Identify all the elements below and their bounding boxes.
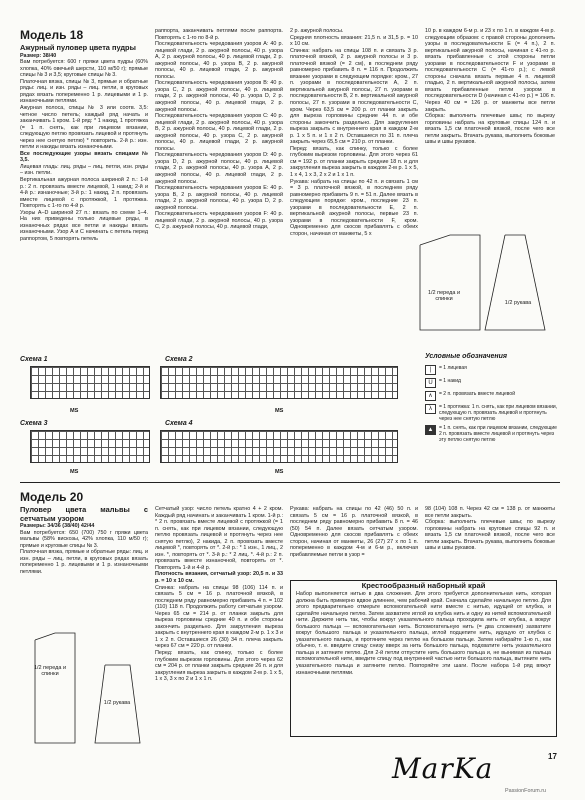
text-paragraph: Вертикальная ажурная полоса шириной 2 п.: 1-й р.: 2 п. провязать вместе лицевой, 1 накид; 2-й и 4-й р.: изнаночные; 3-й р.: 1 накид, 2 п. провязать вместе лицевой с протяжкой, 1 протяжка. Повторять с 1-го по 4-й р. — [20, 176, 148, 210]
legend-item — [425, 391, 560, 401]
text-paragraph: Последовательность чередования узоров D: 40 р. узора D, 2 р. ажурной полосы, 40 р. лицевой глади, 2 р. ажурной полосы, 40 р. узора А, 2 р. ажурной полосы, 40 р. лицевой глади, 2 р. ажурной полосы. — [155, 152, 283, 185]
text-paragraph: Перед: вязать, как спинку, только с более глубоким вырезом горловины. Для этого через 61 см = 192 р. от планки закрыть средние 18 п. и для закругления выреза закрыть в каждом 2-м р. 1 х 5, 1 х 4, 1 х 3, 2 х 2 и 1 х 1 п. — [290, 145, 418, 179]
model20-col4 — [425, 506, 555, 552]
text-paragraph: Сетчатый узор: число петель кратно 4 + 2 кром. Каждый ряд начинать и заканчивать 1 кром. 1-й р.: * 2 п. провязать вместе лицевой с протяжкой (= 1 п. снять, как при лицевом вязании, следующую петлю провязать лицевой и протянуть через нее снятую петлю), 2 накида, 2 п. провязать вместе лицевой *, повторять от *. 2-й р.: * 1 изн., 1 лиц., 2 изн. *, повторять от *. 3-й р.: * 2 лиц. *. 4-й р.: 2 п. провязать вместе изнаночной, повторять от *. Повторять 1-й и 4-й р. — [155, 506, 283, 571]
legend-item — [425, 378, 560, 388]
text-paragraph: Ажурная полоса, спицы № 3 или соотв. 3,5: четное число петель; каждый ряд начать и заканчивать 1 кром. 1-й ряд: * 1 накид, 1 протяжка (= 1 п. снять, как при лицевом вязании, следующую петлю провязать лицевой и протянуть через нее снятую петлю) * повторить. 2-й р.: изн. петли и накиды вязать изнаночными. — [20, 104, 148, 151]
text-paragraph: Платочная вязка, прямые и обратные ряды: лиц. и изн. ряды – лиц. петли, в круговых рядах вязать попеременно 1 р. лицевыми и 1 р. изнаночными петлями. — [20, 549, 148, 576]
model20-schematic — [20, 625, 150, 755]
text-paragraph: Последовательность чередования узоров F: 40 р. лицевой глади, 2 р. ажурной полосы, 40 р. узора С, 2 р. ажурной полосы, 40 р. лицевой глади, — [155, 211, 283, 231]
model18-col2 — [155, 28, 283, 231]
text-paragraph: 2 р. ажурной полосы. — [290, 28, 344, 34]
cross-cast-on-box — [290, 580, 557, 737]
scheme3-grid — [30, 430, 150, 463]
knit-symbol-icon: | — [425, 365, 436, 375]
scheme4-title: Схема 4 — [165, 420, 193, 427]
scheme4-ms: MS — [275, 469, 284, 475]
text-paragraph: Сборка: выполнить плечевые швы; по вырезу горловины набрать на круговые спицы 124 п. и вязать 1,5 см платочной вязкой, после чего все петли закрыть. Втачать рукава, выполнить боковые швы и швы рукавов. — [425, 113, 555, 146]
model18-schematic — [410, 225, 560, 345]
text-paragraph: 98 (104) 108 п. Через 42 см = 138 р. от манжеты все петли закрыть. — [425, 506, 555, 519]
sleeve-outline — [485, 235, 545, 330]
text-paragraph: Платочная вязка, спицы № 3, прямые и обратные ряды: лиц. и изн. ряды – лиц. петли, в круговых рядах вязать попеременно 1 р. лицевыми и 1 р. изнаночными петлями. — [20, 78, 148, 105]
k2tog-symbol-icon: ∧ — [425, 391, 436, 401]
legend-text: = 1 лицевая — [439, 365, 467, 371]
text-paragraph: Плотность вязания, сетчатый узор: 20,5 п. и 33 р. = 10 х 10 см. — [155, 571, 283, 585]
model20-subtitle: Пуловер цвета мальвы с сетчатым узором — [20, 505, 148, 523]
legend-text: = 2 п. провязать вместе лицевой — [439, 391, 515, 397]
text-paragraph: Размеры: 34/36 (38/40) 42/44 — [20, 523, 95, 530]
section-divider — [20, 482, 560, 483]
scheme2-title: Схема 2 — [165, 356, 193, 363]
text-paragraph: Средняя плотность вязания: 21,5 п. и 31,5 р. = 10 х 10 см. — [290, 34, 418, 48]
text-paragraph: Перед: вязать, как спинку, только с более глубоким вырезом горловины. Для этого через 62 см = 204 р. от планки закрыть средние 26 п. и для закругления выреза закрыть в каждом 2-м р. 1 х 5, 1 х 3, 3 х по 2 и 1 х 1 п. — [155, 650, 283, 683]
box-title: Крестообразный наборный край — [361, 581, 486, 590]
legend-text: = 1 протяжка: 1 п. снять, как при лицевом вязании, следующую п. провязать лицевой и протянуть через нее снятую петлю — [439, 404, 558, 422]
scheme3-ms: MS — [70, 469, 79, 475]
text-paragraph: Последовательность чередования узоров Е: 40 р. узора В, 2 р. ажурной полосы, 40 р. лицевой глади, 2 р. ажурной полосы, 40 р. узора D, 2 р. ажурной полосы. — [155, 185, 283, 211]
ssk-symbol-icon: λ — [425, 404, 436, 414]
model20-sleeve-label: 1/2 рукава — [103, 700, 131, 706]
model18-subtitle: Ажурный пуловер цвета пудры — [20, 43, 136, 52]
model18-main-label: 1/2 переда и спинки — [427, 290, 461, 303]
magazine-logo: MarKa — [392, 752, 494, 785]
body-outline — [35, 633, 75, 743]
scheme1-title: Схема 1 — [20, 356, 48, 363]
text-paragraph: Рукава: набрать на спицы по 42 п. и связать 1 см = 3 р. платочной вязкой, в последнем ряду равномерно прибавить 9 п. = 51 п. Далее вязать в следующем порядке: кром., последние 23 п. узорами в последовательности Е, 2 п. вертикальной ажурной полосы, первые 23 п. узорами в последовательности F, кром. Одновременно для скосов прибавлять с обеих сторон, начиная от манжеты, 5 х — [290, 178, 418, 237]
model18-col3 — [290, 28, 418, 238]
text-paragraph: Размер: 38/40 — [20, 52, 57, 59]
model20-col2 — [155, 506, 283, 683]
text-paragraph: Последовательность чередования узоров В: 40 р. узора С, 2 р. ажурной полосы, 40 р. лицевой глади, 2 р. ажурной полосы, 40 р. узора D, 2 р. ажурной полосы, 40 р. лицевой глади, 2 р. ажурной полосы. — [155, 80, 283, 113]
text-paragraph: Узоры А–D шириной 27 п.: вязать по схеме 1–4. На них приведены только лицевые ряды, в изнаночных рядах все петли и накиды вязать изнаночными. Узор А и С начинать с петель перед раппортом, 5 повторять петель — [20, 209, 148, 242]
legend — [425, 354, 560, 446]
model18-sleeve-label: 1/2 рукава — [504, 300, 532, 306]
model20-heading: Модель 20 — [20, 490, 84, 504]
legend-text: = 1 п. снять, как при лицевом вязании, следующие 2 п. провязать вместе лицевой и протянуть через эту петлю снятую петлю — [439, 425, 557, 443]
text-paragraph: Все последующие узоры вязать спицами № 3,5. — [20, 150, 148, 164]
text-paragraph: Лицевая гладь: лиц. ряды – лиц. петли, изн. ряды – изн. петли. — [20, 163, 148, 177]
text-paragraph: Последовательность чередования узоров А: 40 р. лицевой глади, 2 р. ажурной полосы, 40 р. узора А, 2 р. ажурной полосы, 40 р. лицевой глади, 2 р. ажурной полосы, 40 р. узора В, 2 р. ажурной полосы, 40 р. лицевой глади, 2 р. ажурной полосы. — [155, 41, 283, 80]
text-paragraph: Спинка: набрать на спицы 98 (106) 114 п. и связать 5 см = 16 р. платочной вязкой, в последнем ряду равномерно прибавить 4 п. = 102 (110) 118 п. Продолжить работу сетчатым узором. Через 65 см = 214 р. от планки закрыть для выреза горловины средние 40 п. и обе стороны закончить раздельно. Для закругления выреза закрыть с внутреннего края в каждом 2-м р. 1 х 3 и 1 х 2 п. Оставшиеся 26 (30) 34 п. плеча закрыть через 67 см = 220 р. от планки. — [155, 584, 283, 650]
box-text: Набор выполняется нитью в два сложения. Для этого требуется дополнительная нить, которая должна быть примерно вдвое длиннее, чем рабочий край. Сначала сделайте начальную петлю. Для этого предварительно отмерьте вспомогательной нити вместе с нитью, идущей от клубка, и сделайте начальную петлю. Затем захватите иглой из клубка нить и одну из нитей вспомогательной нити. Держите нить так, чтобы вокруг указательного пальца проходила нить от клубка, а вокруг большого пальца — вспомогательная нить. Вспомогательную нить (= два сложения) захватите вокруг большого пальца и указательного пальца, иглой подцепите нить, идущую от клубка с указательного пальца, и протяните через петлю на большом пальце. Затем набирайте 1-ю п., как обычно, т. е. введите спицу снизу вверх за нить большого пальца, подхватите нить указательного пальца и затяните петлю. Для 2-й петли отпустите нить большого пальца и, не вынимая из пальца вспомогательной нити, введите спицу под внутренней частью нити большого пальца, вытяните нить указательного пальца и затяните петлю. Повторяйте эти шаги. После набора 1-й ряд вяжут изнаночными петлями. — [296, 591, 551, 676]
scheme4-grid — [160, 430, 398, 463]
text-paragraph: Спинка: набрать на спицы 108 п. и связать 3 р. платочной вязкой, 2 р. ажурной полосы и 3 р. платочной вязкой (= 2 см), в последнем ряду равномерно прибавить 8 п. = 116 п. Продолжить вязание узорами в следующем порядке: кром., 27 п. узорами в последовательности А, 2 п. вертикальной ажурной полосы, 27 п. узорами в последовательности В, 2 п. вертикальной ажурной полосы, 27 п. узорами в последовательности С, кром. Через 63,5 см = 200 р. от планки закрыть для выреза горловины средние 44 п. и обе стороны закончить раздельно. Для закругления выреза закрыть с внутреннего края в каждом 2-м р. 1 х 5 п. и 1 х 2 п. Оставшиеся по 31 п. плеча закрыть через 65,5 см = 210 р. от планки. — [290, 47, 418, 146]
model20-col3 — [290, 506, 418, 558]
legend-text: = 1 накид — [439, 378, 461, 384]
text-paragraph: 10 р. в каждом 6-м р. и 23 х по 1 п. в каждом 4-м р. следующим образом: с правой стороны дополнить узоры в последовательности E (= 4 п.), 2 п. вертикальной ажурной полосы, начиная с 41-го р. вязать прибавленные с этой стороны петли узорами в последовательности F и узорами в последовательности С (= 41-го р.); с левой стороны сначала вязать первые 4 п. лицевой гладью, 2 п. вертикальной ажурной полосы, затем вязать прибавленные петли узором в последовательности D (начиная с 41-го р.) = 106 п. Через 40 см = 126 р. от манжеты все петли закрыть. — [425, 28, 555, 113]
text-paragraph: Рукава: набрать на спицы по 42 (46) 50 п. и связать 5 см = 16 р. платочной вязкой, в последнем ряду равномерно прибавить 8 п. = 46 (50) 54 п. Далее вязать сетчатым узором. Одновременно для скосов прибавлять с обеих сторон, начиная от манжеты, 26 (27) 27 х по 1 п. попеременно в каждом 4-м и 6-м р., включая прибавляемые петли в узор = — [290, 506, 418, 558]
page-number: 17 — [548, 752, 557, 761]
scheme2-ms: MS — [275, 408, 284, 414]
model20-col1 — [20, 490, 148, 576]
text-paragraph: Вам потребуется: 650 (700) 750 г пряжи цвета мальвы (58% вискозы, 42% хлопка, 110 м/50 г); прямые и круговые спицы № 3. — [20, 529, 148, 549]
legend-title: Условные обозначения — [425, 353, 508, 360]
scheme1-grid — [30, 366, 150, 399]
watermark: PassionForum.ru — [505, 788, 547, 794]
text-paragraph: Последовательность чередования узоров С: 40 р. лицевой глади, 2 р. ажурной полосы, 40 р. узора В, 2 р. ажурной полосы, 40 р. лицевой глади, 2 р. ажурной полосы, 40 р. узора С, 2 р. ажурной полосы, 40 р. лицевой глади, 2 р. ажурной полосы. — [155, 113, 283, 152]
sk2p-symbol-icon: ▲ — [425, 425, 436, 435]
model20-main-label: 1/2 переда и спинки — [33, 665, 67, 678]
model18-col1 — [20, 28, 148, 242]
legend-item — [425, 404, 560, 422]
text-paragraph: Сборка: выполнить плечевые швы; по вырезу горловины набрать на круговые спицы 92 п. и вязать 1,5 см платочной вязкой, после чего все петли закрыть. Втачать рукава, выполнить боковые швы и швы рукавов. — [425, 519, 555, 552]
model18-col4 — [425, 28, 555, 146]
scheme2-grid — [160, 366, 398, 399]
legend-item — [425, 365, 560, 375]
scheme1-ms: MS — [70, 408, 79, 414]
model18-heading: Модель 18 — [20, 28, 84, 42]
legend-item — [425, 425, 560, 443]
body-outline — [420, 235, 480, 330]
text-paragraph: Вам потребуется: 600 г пряжи цвета пудры (60% хлопка, 40% овечьей шерсти, 110 м/50 г); прямые спицы № 3 и 3,5; круговые спицы № 3. — [20, 59, 148, 79]
yarn-over-symbol-icon: U — [425, 378, 436, 388]
text-paragraph: раппорта, заканчивать петлями после раппорта. Повторять с 1-го по 8-й р. — [155, 28, 283, 41]
scheme3-title: Схема 3 — [20, 420, 48, 427]
